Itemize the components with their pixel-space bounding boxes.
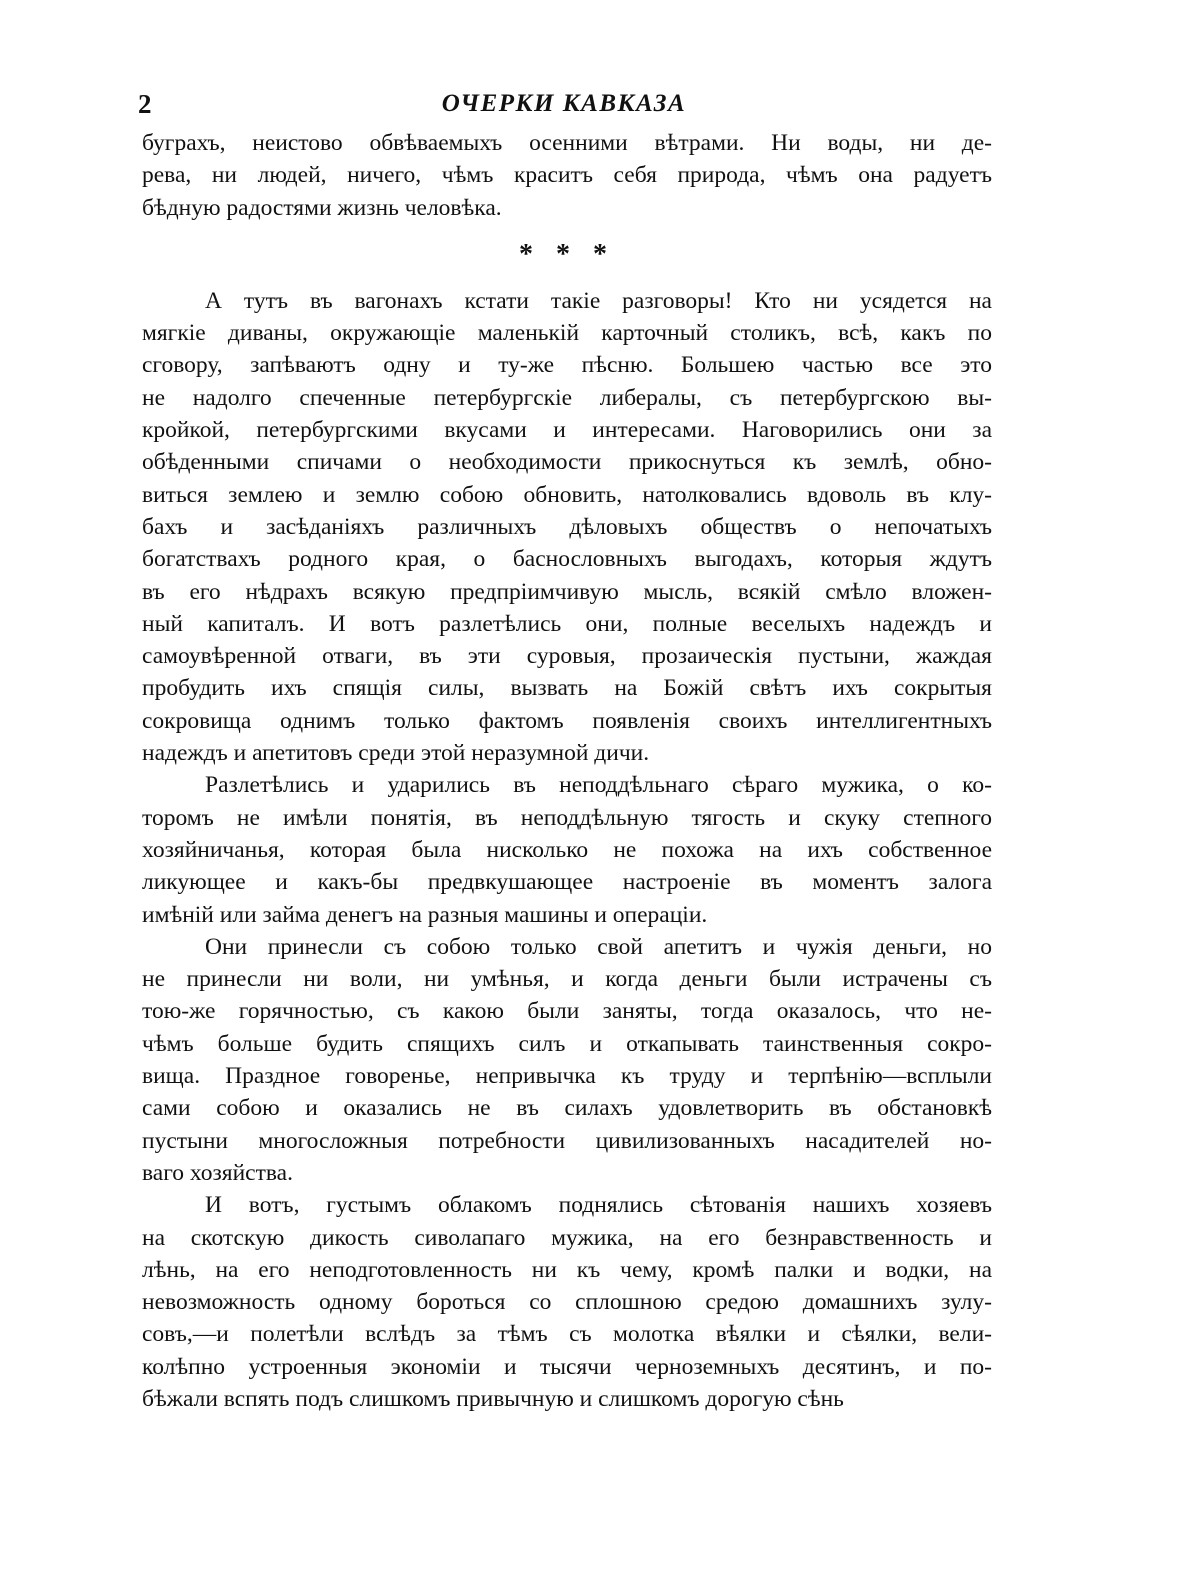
text-line: А тутъ въ вагонахъ кстати такіе разговоры! Кто ни усядется на xyxy=(205,287,992,314)
text-line: Они принесли съ собою только свой апетитъ и чужія деньги, но xyxy=(205,933,992,960)
text-line: рева, ни людей, ничего, чѣмъ краситъ себя природа, чѣмъ она радуетъ xyxy=(142,162,992,189)
text-line: бахъ и засѣданіяхъ различныхъ дѣловыхъ обществъ о непочатыхъ xyxy=(142,513,992,540)
text-line: буграхъ, неистово обвѣваемыхъ осенними вѣтрами. Ни воды, ни де- xyxy=(142,130,992,156)
paragraph xyxy=(142,931,992,1189)
paragraph xyxy=(142,769,992,930)
text-line: бѣдную радостями жизнь человѣка. xyxy=(142,194,502,221)
body-text xyxy=(142,127,992,1415)
text-line: самоувѣренной отваги, въ эти суровыя, прозаическія пустыни, жаждая xyxy=(142,643,992,670)
text-line: обѣденными спичами о необходимости прикоснуться къ землѣ, обно- xyxy=(142,449,992,476)
text-line: невозможность одному бороться со сплошною средою домашнихъ зулу- xyxy=(142,1289,992,1316)
text-line: бѣжали вспять подъ слишкомъ привычную и слишкомъ дорогую сѣнь xyxy=(142,1385,844,1412)
text-line: пробудить ихъ спящія силы, вызвать на Божій свѣтъ ихъ сокрытыя xyxy=(142,675,992,702)
running-title: ОЧЕРКИ КАВКАЗА xyxy=(441,90,687,117)
text-line: хозяйничанья, которая была нисколько не похожа на ихъ собственное xyxy=(142,836,992,863)
text-line: надеждъ и апетитовъ среди этой неразумной дичи. xyxy=(142,740,650,767)
text-line: вища. Праздное говоренье, непривычка къ труду и терпѣнію—всплыли xyxy=(142,1063,992,1090)
text-line: сами собою и оказались не въ силахъ удовлетворить въ обстановкѣ xyxy=(142,1095,992,1122)
text-line: виться землею и землю собою обновить, натолковались вдоволь въ клу- xyxy=(142,481,992,508)
text-line: кройкой, петербургскими вкусами и интересами. Наговорились они за xyxy=(142,417,992,444)
text-line: совъ,—и полетѣли вслѣдъ за тѣмъ съ молотка вѣялки и сѣялки, вели- xyxy=(142,1321,992,1348)
text-line: ликующее и какъ-бы предвкушающее настроеніе въ моментъ залога xyxy=(142,869,992,896)
text-line: на скотскую дикость сиволапаго мужика, на его безнравственность и xyxy=(142,1224,992,1251)
text-line: не принесли ни воли, ни умѣнья, и когда деньги были истрачены съ xyxy=(142,966,992,993)
text-line: колѣпно устроенныя экономіи и тысячи черноземныхъ десятинъ, и по- xyxy=(142,1353,992,1380)
paragraph xyxy=(142,285,992,769)
text-line: имѣній или займа денегъ на разныя машины и операціи. xyxy=(142,901,708,928)
text-line: мягкіе диваны, окружающіе маленькій карточный столикъ, всѣ, какъ по xyxy=(142,320,992,347)
text-line: богатствахъ родного края, о баснословныхъ выгодахъ, которыя ждутъ xyxy=(142,546,992,573)
text-line: пустыни многосложныя потребности цивилизованныхъ насадителей но- xyxy=(142,1127,992,1154)
paragraph xyxy=(142,1189,992,1415)
text-line: ваго хозяйства. xyxy=(142,1159,293,1186)
text-line: тою-же горячностью, съ какою были заняты, тогда оказалось, что не- xyxy=(142,998,992,1025)
text-line: ный капиталъ. И вотъ разлетѣлись они, полные веселыхъ надеждъ и xyxy=(142,610,992,637)
text-line: чѣмъ больше будить спящихъ силъ и откапывать таинственныя сокро- xyxy=(142,1030,992,1057)
paragraph xyxy=(142,127,992,224)
section-separator: * * * xyxy=(519,238,615,270)
text-line: торомъ не имѣли понятія, въ неподдѣльную тягость и скуку степного xyxy=(142,804,992,831)
text-line: сговору, запѣваютъ одну и ту-же пѣсню. Большею частью все это xyxy=(142,352,992,379)
text-line: Разлетѣлись и ударились въ неподдѣльнаго сѣраго мужика, о ко- xyxy=(205,772,992,799)
text-line: не надолго спеченные петербургскіе либералы, съ петербургскою вы- xyxy=(142,384,992,411)
page-number: 2 xyxy=(138,89,152,119)
text-line: сокровища однимъ только фактомъ появленія своихъ интеллигентныхъ xyxy=(142,707,992,734)
text-line: И вотъ, густымъ облакомъ поднялись сѣтованія нашихъ хозяевъ xyxy=(205,1192,992,1219)
text-line: въ его нѣдрахъ всякую предпріимчивую мысль, всякій смѣло вложен- xyxy=(142,578,992,605)
page-header xyxy=(138,86,990,122)
text-line: лѣнь, на его неподготовленность ни къ чему, кромѣ палки и водки, на xyxy=(142,1256,992,1283)
